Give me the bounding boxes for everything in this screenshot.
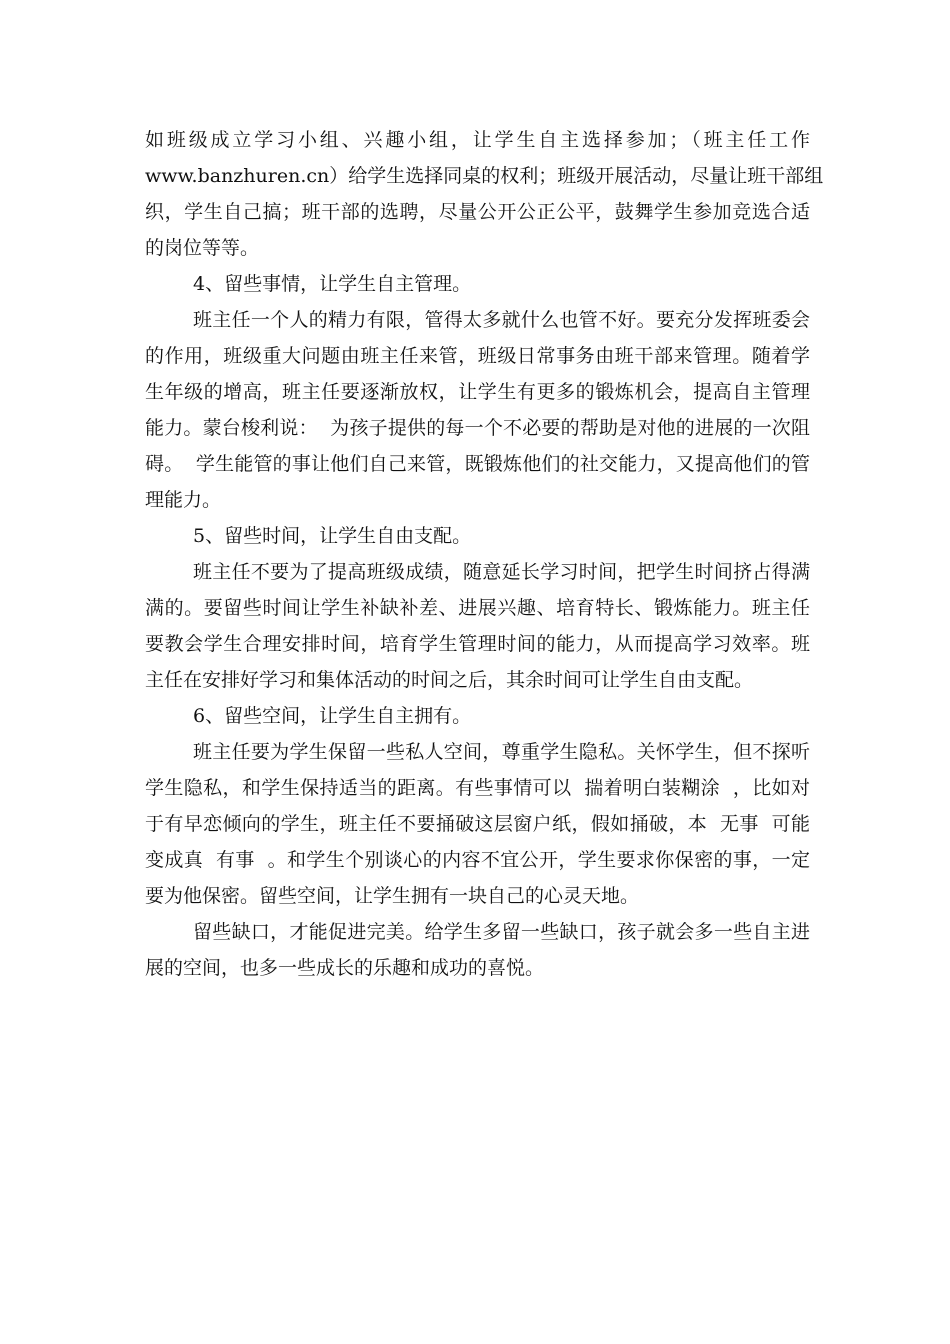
document-body [145,122,824,986]
text-line: 展的空间，也多一些成长的乐趣和成功的喜悦。 [145,957,545,979]
text-line: 变成真 有事 。和学生个别谈心的内容不宜公开，学生要求你保密的事，一定 [145,849,810,871]
text-line: 的岗位等等。 [145,237,260,259]
section-heading-6 [145,698,810,734]
text-line: 留些缺口，才能促进完美。给学生多留一些缺口，孩子就会多一些自主进 [193,921,810,943]
heading-text: 4、留些事情，让学生自主管理。 [193,273,472,295]
text-line: 于有早恋倾向的学生，班主任不要捅破这层窗户纸，假如捅破，本 无事 可能 [145,813,810,835]
text-line: 的作用，班级重大问题由班主任来管，班级日常事务由班干部来管理。随着学 [145,345,810,367]
heading-text: 6、留些空间，让学生自主拥有。 [193,705,472,727]
text-line: 生年级的增高，班主任要逐渐放权，让学生有更多的锻炼机会，提高自主管理 [145,381,810,403]
text-line: 如班级成立学习小组、兴趣小组，让学生自主选择参加；（班主任工作 [145,129,810,151]
paragraph-continued [145,122,824,266]
paragraph-5 [145,554,810,698]
paragraph-conclusion [145,914,810,986]
section-heading-5 [145,518,810,554]
text-line: 要教会学生合理安排时间，培育学生管理时间的能力，从而提高学习效率。班 [145,633,810,655]
text-line: 主任在安排好学习和集体活动的时间之后，其余时间可让学生自由支配。 [145,669,754,691]
text-line: 能力。蒙台梭利说： 为孩子提供的每一个不必要的帮助是对他的进展的一次阻 [145,417,810,439]
paragraph-4 [145,302,810,518]
text-line: 学生隐私，和学生保持适当的距离。有些事情可以 揣着明白装糊涂 ，比如对 [145,777,810,799]
text-line: 碍。 学生能管的事让他们自己来管，既锻炼他们的社交能力，又提高他们的管 [145,453,810,475]
text-line: 织，学生自己搞；班干部的选聘，尽量公开公正公平，鼓舞学生参加竞选合适 [145,201,810,223]
text-line: 满的。要留些时间让学生补缺补差、进展兴趣、培育特长、锻炼能力。班主任 [145,597,810,619]
text-line: 班主任要为学生保留一些私人空间，尊重学生隐私。关怀学生，但不探听 [193,741,810,763]
heading-text: 5、留些时间，让学生自由支配。 [193,525,472,547]
text-line: 班主任不要为了提高班级成绩，随意延长学习时间，把学生时间挤占得满 [193,561,810,583]
paragraph-6 [145,734,810,914]
text-line: 班主任一个人的精力有限，管得太多就什么也管不好。要充分发挥班委会 [193,309,810,331]
text-line: 理能力。 [145,489,222,511]
section-heading-4 [145,266,810,302]
text-line: 要为他保密。留些空间，让学生拥有一块自己的心灵天地。 [145,885,640,907]
text-line: www.banzhuren.cn）给学生选择同桌的权利；班级开展活动，尽量让班干部组 [145,165,824,187]
